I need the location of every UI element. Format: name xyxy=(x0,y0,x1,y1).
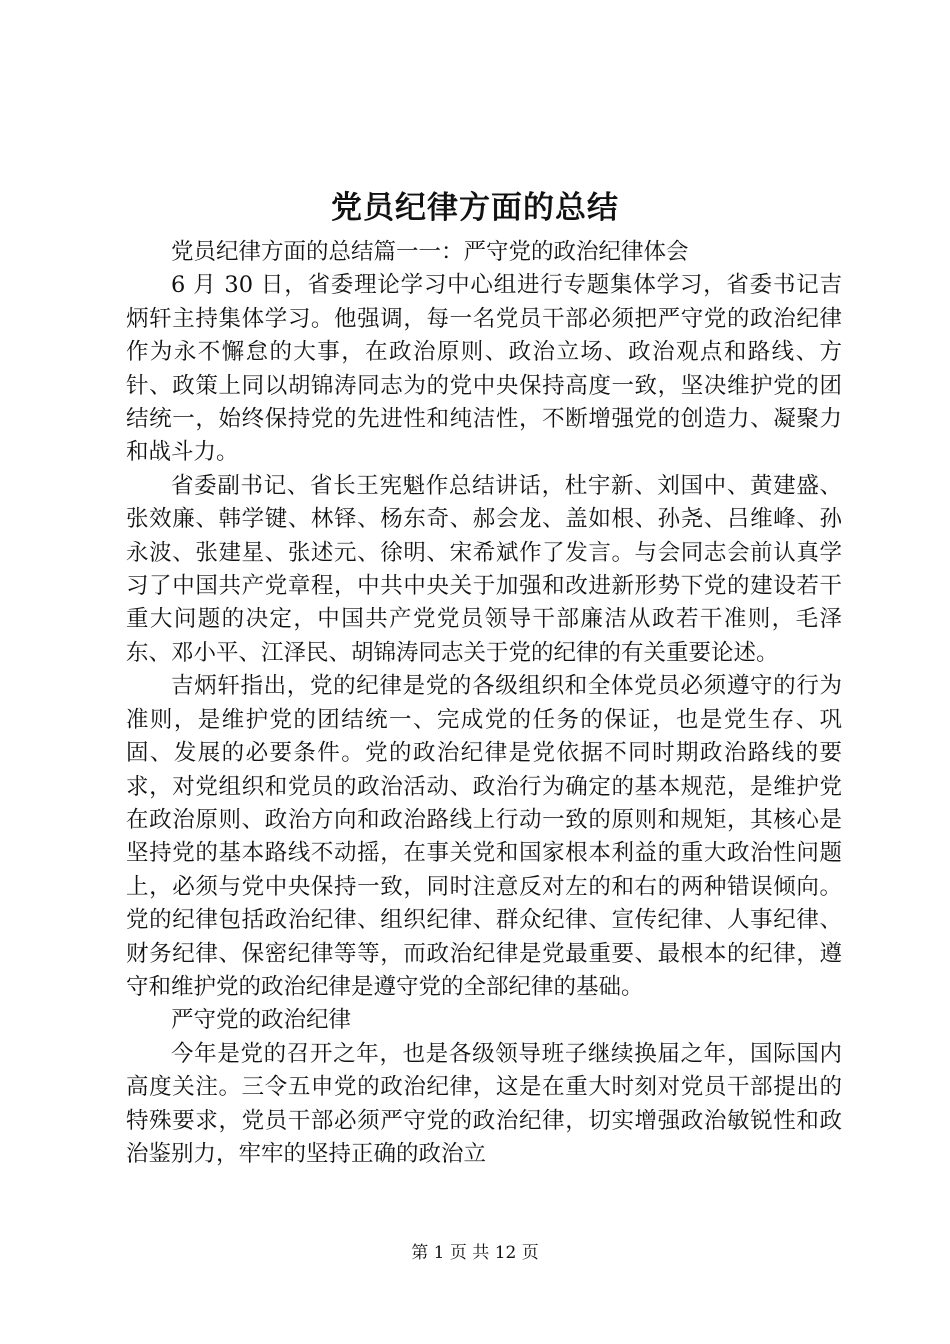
document-title: 党员纪律方面的总结 xyxy=(331,190,619,226)
paragraph-3: 吉炳轩指出，党的纪律是党的各级组织和全体党员必须遵守的行为准则，是维护党的团结统一、完成党的任务的保证，也是党生存、巩固、发展的必要条件。党的政治纪律是党依据不同时期政治路线的要求，对党组织和党员的政治活动、政治行为确定的基本规范，是维护党在政治原则、政治方向和政治路线上行动一致的原则和规矩，其核心是坚持党的基本路线不动摇，在事关党和国家根本利益的重大政治性问题上，必须与党中央保持一致，同时注意反对左的和右的两种错误倾向。党的纪律包括政治纪律、组织纪律、群众纪律、宣传纪律、人事纪律、财务纪律、保密纪律等等，而政治纪律是党最重要、最根本的纪律，遵守和维护党的政治纪律是遵守党的全部纪律的基础。 xyxy=(126,673,842,1000)
paragraph-2: 省委副书记、省长王宪魁作总结讲话，杜宇新、刘国中、黄建盛、张效廉、韩学键、林铎、杨东奇、郝会龙、盖如根、孙尧、吕维峰、孙永波、张建星、张述元、徐明、宋希斌作了发言。与会同志会前认真学习了中国共产党章程，中共中央关于加强和改进新形势下党的建设若干重大问题的决定，中国共产党党员领导干部廉洁从政若干准则，毛泽东、邓小平、江泽民、胡锦涛同志关于党的纪律的有关重要论述。 xyxy=(126,472,842,666)
paragraph-heading-1: 党员纪律方面的总结篇一一：严守党的政治纪律体会 xyxy=(171,239,689,265)
paragraph-1: 6 月 30 日，省委理论学习中心组进行专题集体学习，省委书记吉炳轩主持集体学习。他强调，每一名党员干部必须把严守党的政治纪律作为永不懈怠的大事，在政治原则、政治立场、政治观点和路线、方针、政策上同以胡锦涛同志为的党中央保持高度一致，坚决维护党的团结统一，始终保持党的先进性和纯洁性，不断增强党的创造力、凝聚力和战斗力。 xyxy=(126,272,842,466)
paragraph-heading-2: 严守党的政治纪律 xyxy=(171,1007,352,1034)
page-number-footer: 第 1 页 共 12 页 xyxy=(411,1243,539,1263)
paragraph-4: 今年是党的召开之年，也是各级领导班子继续换届之年，国际国内高度关注。三令五申党的政治纪律，这是在重大时刻对党员干部提出的特殊要求，党员干部必须严守党的政治纪律，切实增强政治敏锐性和政治鉴别力，牢牢的坚持正确的政治立 xyxy=(126,1040,842,1167)
document-body xyxy=(126,236,842,1171)
